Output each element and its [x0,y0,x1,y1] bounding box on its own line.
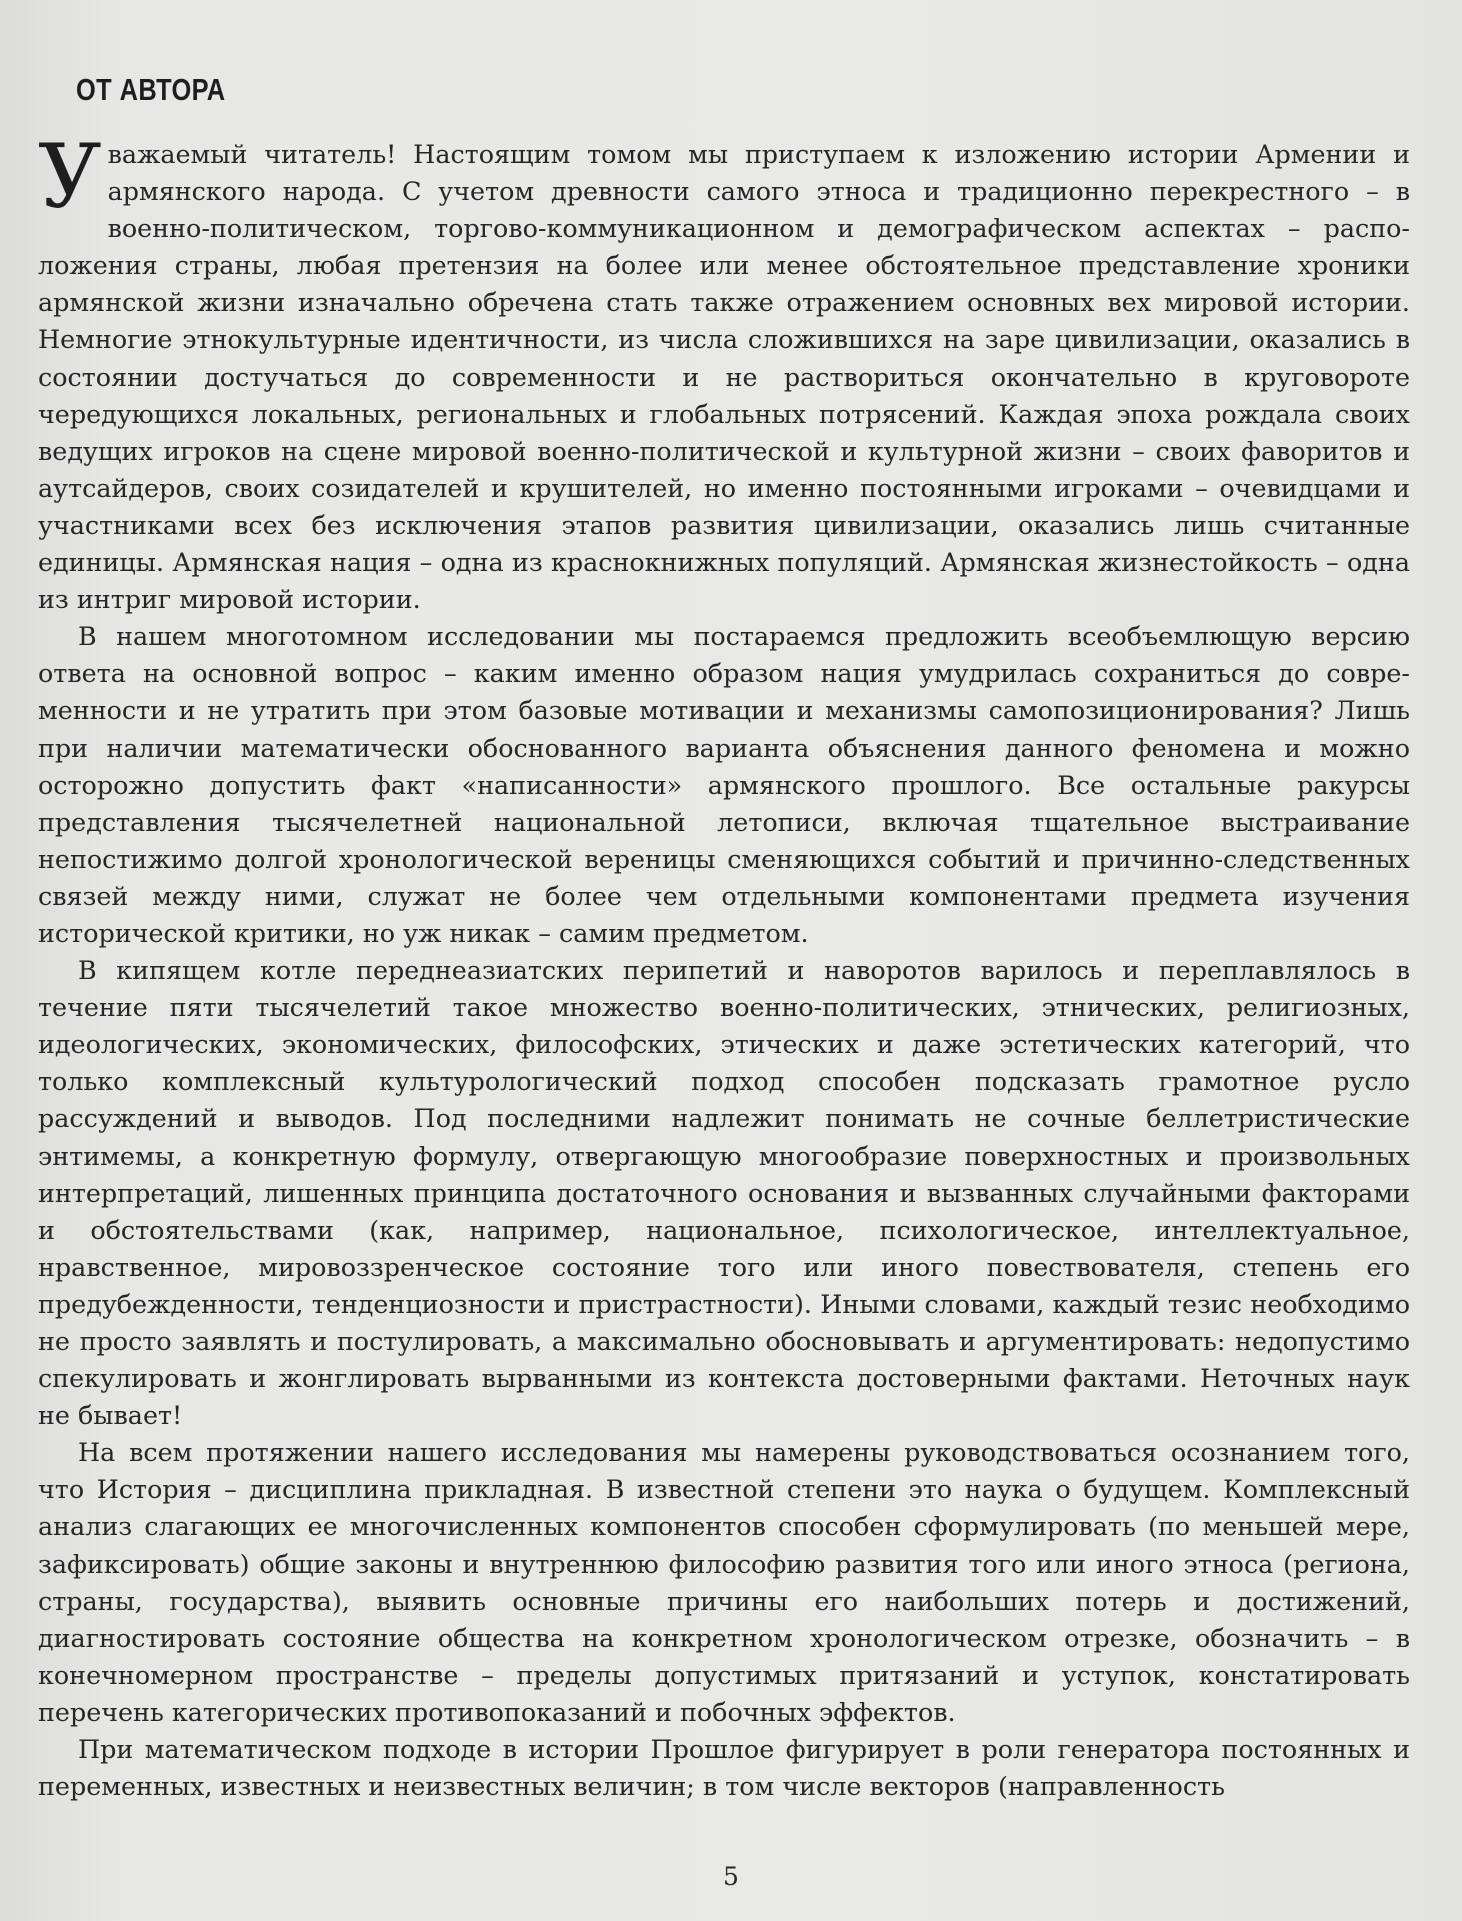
paragraph-5: При математическом подходе в истории Прошлое фигурирует в роли генератора постоянных и переменных, известных и неизвестных величин; в том числе векторов (направленность [38,1734,1410,1802]
body-text [38,125,1410,1805]
section-heading: ОТ АВТОРА [76,72,226,107]
paragraph-2: В нашем многотомном исследовании мы постараемся предложить всеобъемлющую версию ответа на основной вопрос – каким именно образом нация умудрилась сохраниться до современности и не утратить при этом базовые мотивации и механизмы самопозиционирования? Лишь при наличии математически обоснованного варианта объяснения данного феномена и можно осторожно допустить факт «написанности» армянского прошлого. Все остальные ракурсы представления тысячелетней национальной летописи, включая тщательное выстраивание непостижимо долгой хронологической вереницы сменяющихся событий и причинно-следственных связей между ними, служат не более чем отдельными компонентами предмета изучения исторической критики, но уж никак – самим предметом. [38,621,1410,948]
paragraph-4: На всем протяжении нашего исследования мы намерены руководствоваться осознанием того, что История – дисциплина прикладная. В известной степени это наука о будущем. Комплексный анализ слагающих ее многочисленных компонентов способен сформулировать (по меньшей мере, зафиксировать) общие законы и внутреннюю философию развития того или иного этноса (региона, страны, государства), выявить основные причины его наибольших потерь и достижений, диагностировать состояние общества на конкретном хронологическом отрезке, обозначить – в конечномерном пространстве – пределы допустимых притязаний и уступок, констатировать перечень категорических противопоказаний и побочных эффектов. [38,1437,1410,1727]
paragraph-1-text: важаемый читатель! Настоящим томом мы приступаем к изложению истории Армении и армянского народа. С учетом древности самого этноса и традиционно перекрестного – в военно-политическом, торгово-коммуникационном и демографическом аспектах – расположения страны, любая претензия на более или менее обстоятельное представление хроники армянской жизни изначально обречена стать также отражением основных вех мировой истории. Немногие этнокультурные идентичности, из числа сложившихся на заре цивилизации, оказались в состоянии достучаться до современности и не раствориться окончательно в круговороте чередующихся локальных, региональных и глобальных потрясений. Каждая эпоха рождала своих ведущих игроков на сцене мировой военно-политической и культурной жизни – своих фаворитов и аутсайдеров, своих созидателей и крушителей, но именно постоянными игроками – очевидцами и участниками всех без исключения этапов развития цивилизации, оказались лишь считанные единицы. Армянская нация – одна из краснокнижных популяций. Армянская жизнестойкость – одна из интриг мировой истории. [38,139,1410,615]
paragraph-3: В кипящем котле переднеазиатских перипетий и наворотов варилось и переплавлялось в течение пяти тысячелетий такое множество военно-политических, этнических, религиозных, идеологических, экономических, философских, этических и даже эстетических категорий, что только комплексный культурологический подход способен подсказать грамотное русло рассуждений и выводов. Под последними надлежит понимать не сочные беллетристические энтимемы, а конкретную формулу, отвергающую многообразие поверхностных и произвольных интерпретаций, лишенных принципа достаточного основания и вызванных случайными факторами и обстоятельствами (как, например, национальное, психологическое, интеллектуальное, нравственное, мировоззренческое состояние того или иного повествователя, степень его предубежденности, тенденциозности и пристрастности). Иными словами, каждый тезис необходимо не просто заявлять и постулировать, а максимально обосновывать и аргументировать: недопустимо спекулировать и жонглировать вырванными из контекста достоверными фактами. Неточных наук не бывает! [38,955,1410,1431]
drop-cap: У [38,125,102,228]
paragraph-1 [38,125,1410,618]
page-number: 5 [723,1862,739,1891]
